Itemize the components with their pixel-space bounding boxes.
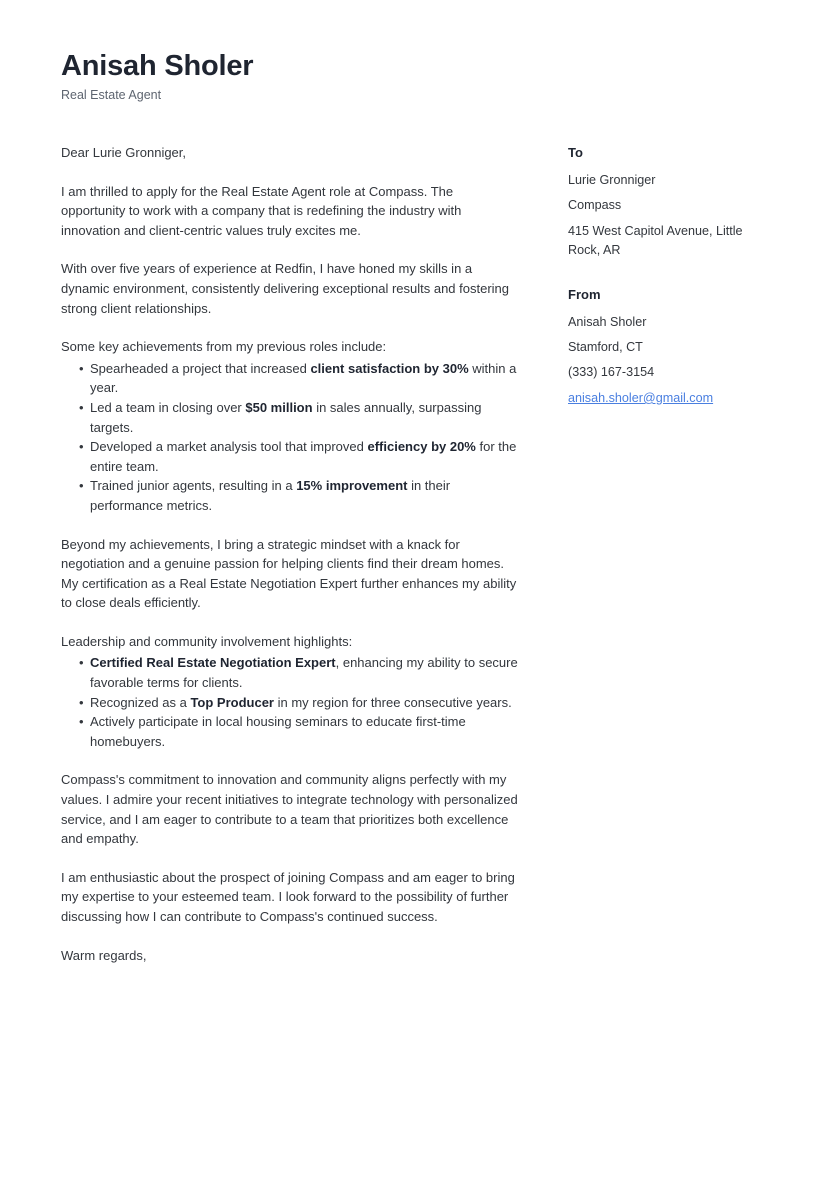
- candidate-name: Anisah Sholer: [61, 50, 254, 82]
- list-item: • Spearheaded a project that increased client satisfaction by 30% within a year.: [61, 359, 520, 398]
- list-item: • Certified Real Estate Negotiation Expert, enhancing my ability to secure favorable terms for clients.: [61, 653, 520, 692]
- from-phone: (333) 167-3154: [568, 365, 655, 380]
- from-block: [568, 285, 773, 409]
- list-item: • Actively participate in local housing seminars to educate first-time homebuyers.: [61, 712, 520, 751]
- paragraph-3: Beyond my achievements, I bring a strategic mindset with a knack for negotiation and a genuine passion for helping clients find their dream homes. My certification as a Real Estate Negotiation Expert further enhances my ability to close deals efficiently.: [61, 536, 517, 611]
- list-item: • Recognized as a Top Producer in my region for three consecutive years.: [61, 693, 520, 713]
- leadership-list: [61, 653, 520, 751]
- to-company: Compass: [568, 198, 622, 213]
- candidate-role: Real Estate Agent: [61, 88, 162, 103]
- from-location: Stamford, CT: [568, 340, 643, 355]
- from-name: Anisah Sholer: [568, 314, 647, 329]
- list-item-highlight: 15% improvement: [296, 478, 408, 494]
- list-item-highlight: Certified Real Estate Negotiation Expert: [90, 655, 336, 671]
- list-item-highlight: client satisfaction by 30%: [310, 360, 469, 376]
- list-item-highlight: efficiency by 20%: [367, 439, 476, 455]
- achievements-list: [61, 359, 520, 516]
- list-item: • Led a team in closing over $50 million in sales annually, surpassing targets.: [61, 398, 520, 437]
- sign-off: Warm regards,: [61, 947, 147, 963]
- list-item-highlight: Top Producer: [190, 694, 274, 710]
- paragraph-1: I am thrilled to apply for the Real Estate Agent role at Compass. The opportunity to work with a company that is redefining the industry with innovation and client-centric values truly excites me.: [61, 183, 462, 238]
- salutation: Dear Lurie Gronniger,: [61, 145, 187, 160]
- from-heading: From: [568, 286, 601, 302]
- leadership-lead-in: Leadership and community involvement highlights:: [61, 633, 353, 649]
- list-item: • Trained junior agents, resulting in a 15% improvement in their performance metrics.: [61, 476, 520, 515]
- from-email-link[interactable]: anisah.sholer@gmail.com: [568, 390, 714, 405]
- paragraph-5: I am enthusiastic about the prospect of joining Compass and am eager to bring my expertise to your esteemed team. I look forward to the possibility of further discussing how I can contribute to Compass's continued success.: [61, 869, 515, 924]
- sidebar-spacer: [568, 261, 773, 285]
- achievements-lead-in: Some key achievements from my previous roles include:: [61, 339, 387, 355]
- to-block: [568, 143, 773, 261]
- to-name: Lurie Gronniger: [568, 173, 656, 187]
- list-item: • Developed a market analysis tool that improved efficiency by 20% for the entire team.: [61, 437, 520, 476]
- letter-header: [61, 50, 761, 104]
- contact-sidebar: [568, 143, 773, 408]
- paragraph-2: With over five years of experience at Redfin, I have honed my skills in a dynamic environment, consistently delivering exceptional results and fostering strong client relationships.: [61, 261, 510, 316]
- paragraph-4: Compass's commitment to innovation and community aligns perfectly with my values. I admire your recent initiatives to integrate technology with personalized service, and I am eager to contribute to a team that prioritizes both excellence and empathy.: [61, 772, 518, 847]
- letter-main-column: [61, 143, 520, 965]
- list-item-highlight: $50 million: [245, 399, 313, 415]
- to-heading: To: [568, 145, 583, 160]
- to-address: 415 West Capitol Avenue, Little Rock, AR: [568, 223, 743, 258]
